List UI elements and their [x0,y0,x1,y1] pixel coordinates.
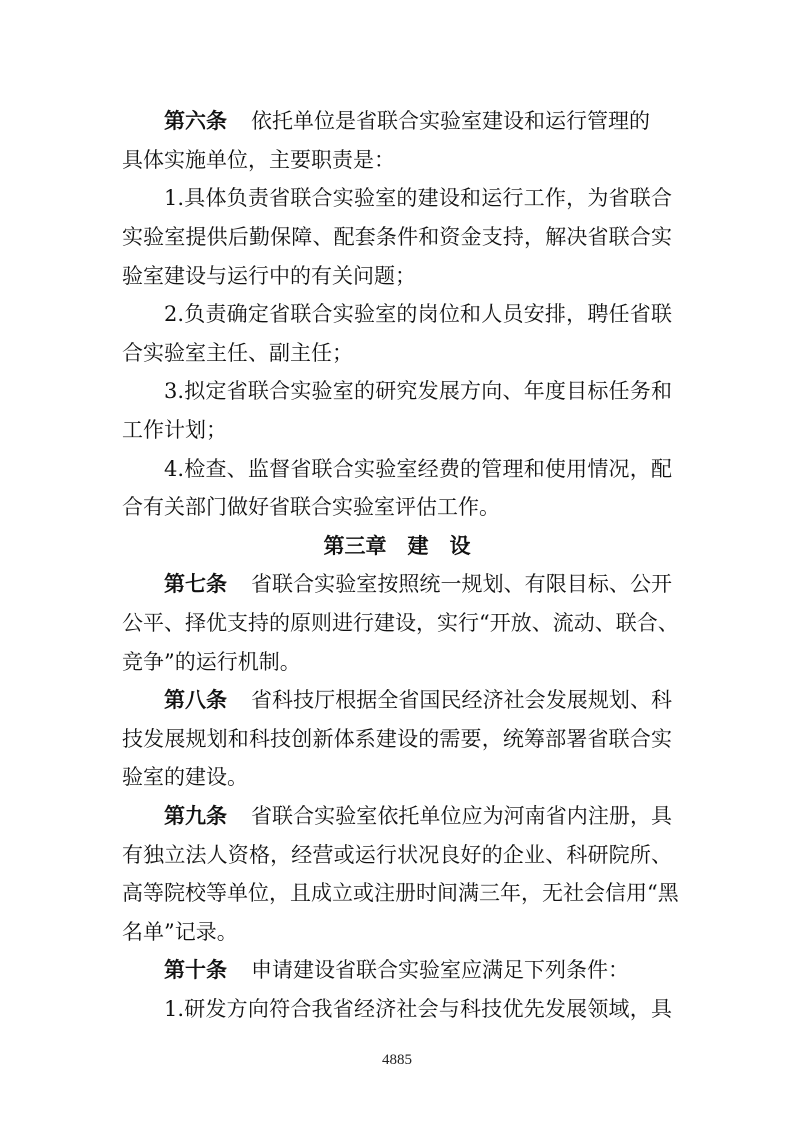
article-6-item-4-line-2: 合有关部门做好省联合实验室评估工作。 [122,495,500,519]
article-7-text: 省联合实验室按照统一规划、有限目标、公开 [251,572,672,596]
article-8-text: 省科技厅根据全省国民经济社会发展规划、科 [251,688,672,712]
article-9-line-3: 高等院校等单位，且成立或注册时间满三年，无社会信用“黑 [122,881,679,905]
article-6-title: 第六条 [164,108,227,133]
article-10-first-line [0,955,794,985]
article-8-first-line [164,685,672,715]
article-6-item-3-line-1: 3.拟定省联合实验室的研究发展方向、年度目标任务和 [164,379,672,403]
article-8-line-2: 技发展规划和科技创新体系建设的需要，统筹部署省联合实 [122,727,672,751]
article-6-item-2-line-1: 2.负责确定省联合实验室的岗位和人员安排，聘任省联 [164,302,672,326]
article-10-text: 申请建设省联合实验室应满足下列条件： [251,958,629,982]
article-9-line-2: 有独立法人资格，经营或运行状况良好的企业、科研院所、 [122,843,672,867]
article-6-line-2: 具体实施单位，主要职责是： [122,148,395,172]
article-9-title: 第九条 [164,803,227,828]
article-6-first-line [0,106,794,136]
article-6-item-3-line-2: 工作计划； [122,418,227,442]
chapter-3-heading: 第三章 建 设 [323,534,471,558]
article-6-item-1-line-1: 1.具体负责省联合实验室的建设和运行工作，为省联合 [164,186,672,210]
article-7-title: 第七条 [164,571,227,596]
article-8-line-3: 验室的建设。 [122,765,248,789]
article-10-item-1-line-1: 1.研发方向符合我省经济社会与科技优先发展领域，具 [164,997,672,1021]
article-7-line-2: 公平、择优支持的原则进行建设，实行“开放、流动、联合、 [122,611,679,635]
article-10-title: 第十条 [164,957,227,982]
page-number: 4885 [382,1052,412,1068]
article-6-text: 依托单位是省联合实验室建设和运行管理的 [251,109,650,133]
article-9-first-line [164,801,672,831]
article-7-first-line [164,569,672,599]
article-6-item-4-line-1: 4.检查、监督省联合实验室经费的管理和使用情况，配 [164,457,672,481]
article-6-item-1-line-3: 验室建设与运行中的有关问题； [122,264,416,288]
article-6-item-2-line-2: 合实验室主任、副主任； [122,341,353,365]
article-9-text: 省联合实验室依托单位应为河南省内注册，具 [251,804,672,828]
article-8-title: 第八条 [164,687,227,712]
article-7-line-3: 竞争”的运行机制。 [122,650,301,674]
article-6-item-1-line-2: 实验室提供后勤保障、配套条件和资金支持，解决省联合实 [122,225,672,249]
article-9-line-4: 名单”记录。 [122,920,238,944]
